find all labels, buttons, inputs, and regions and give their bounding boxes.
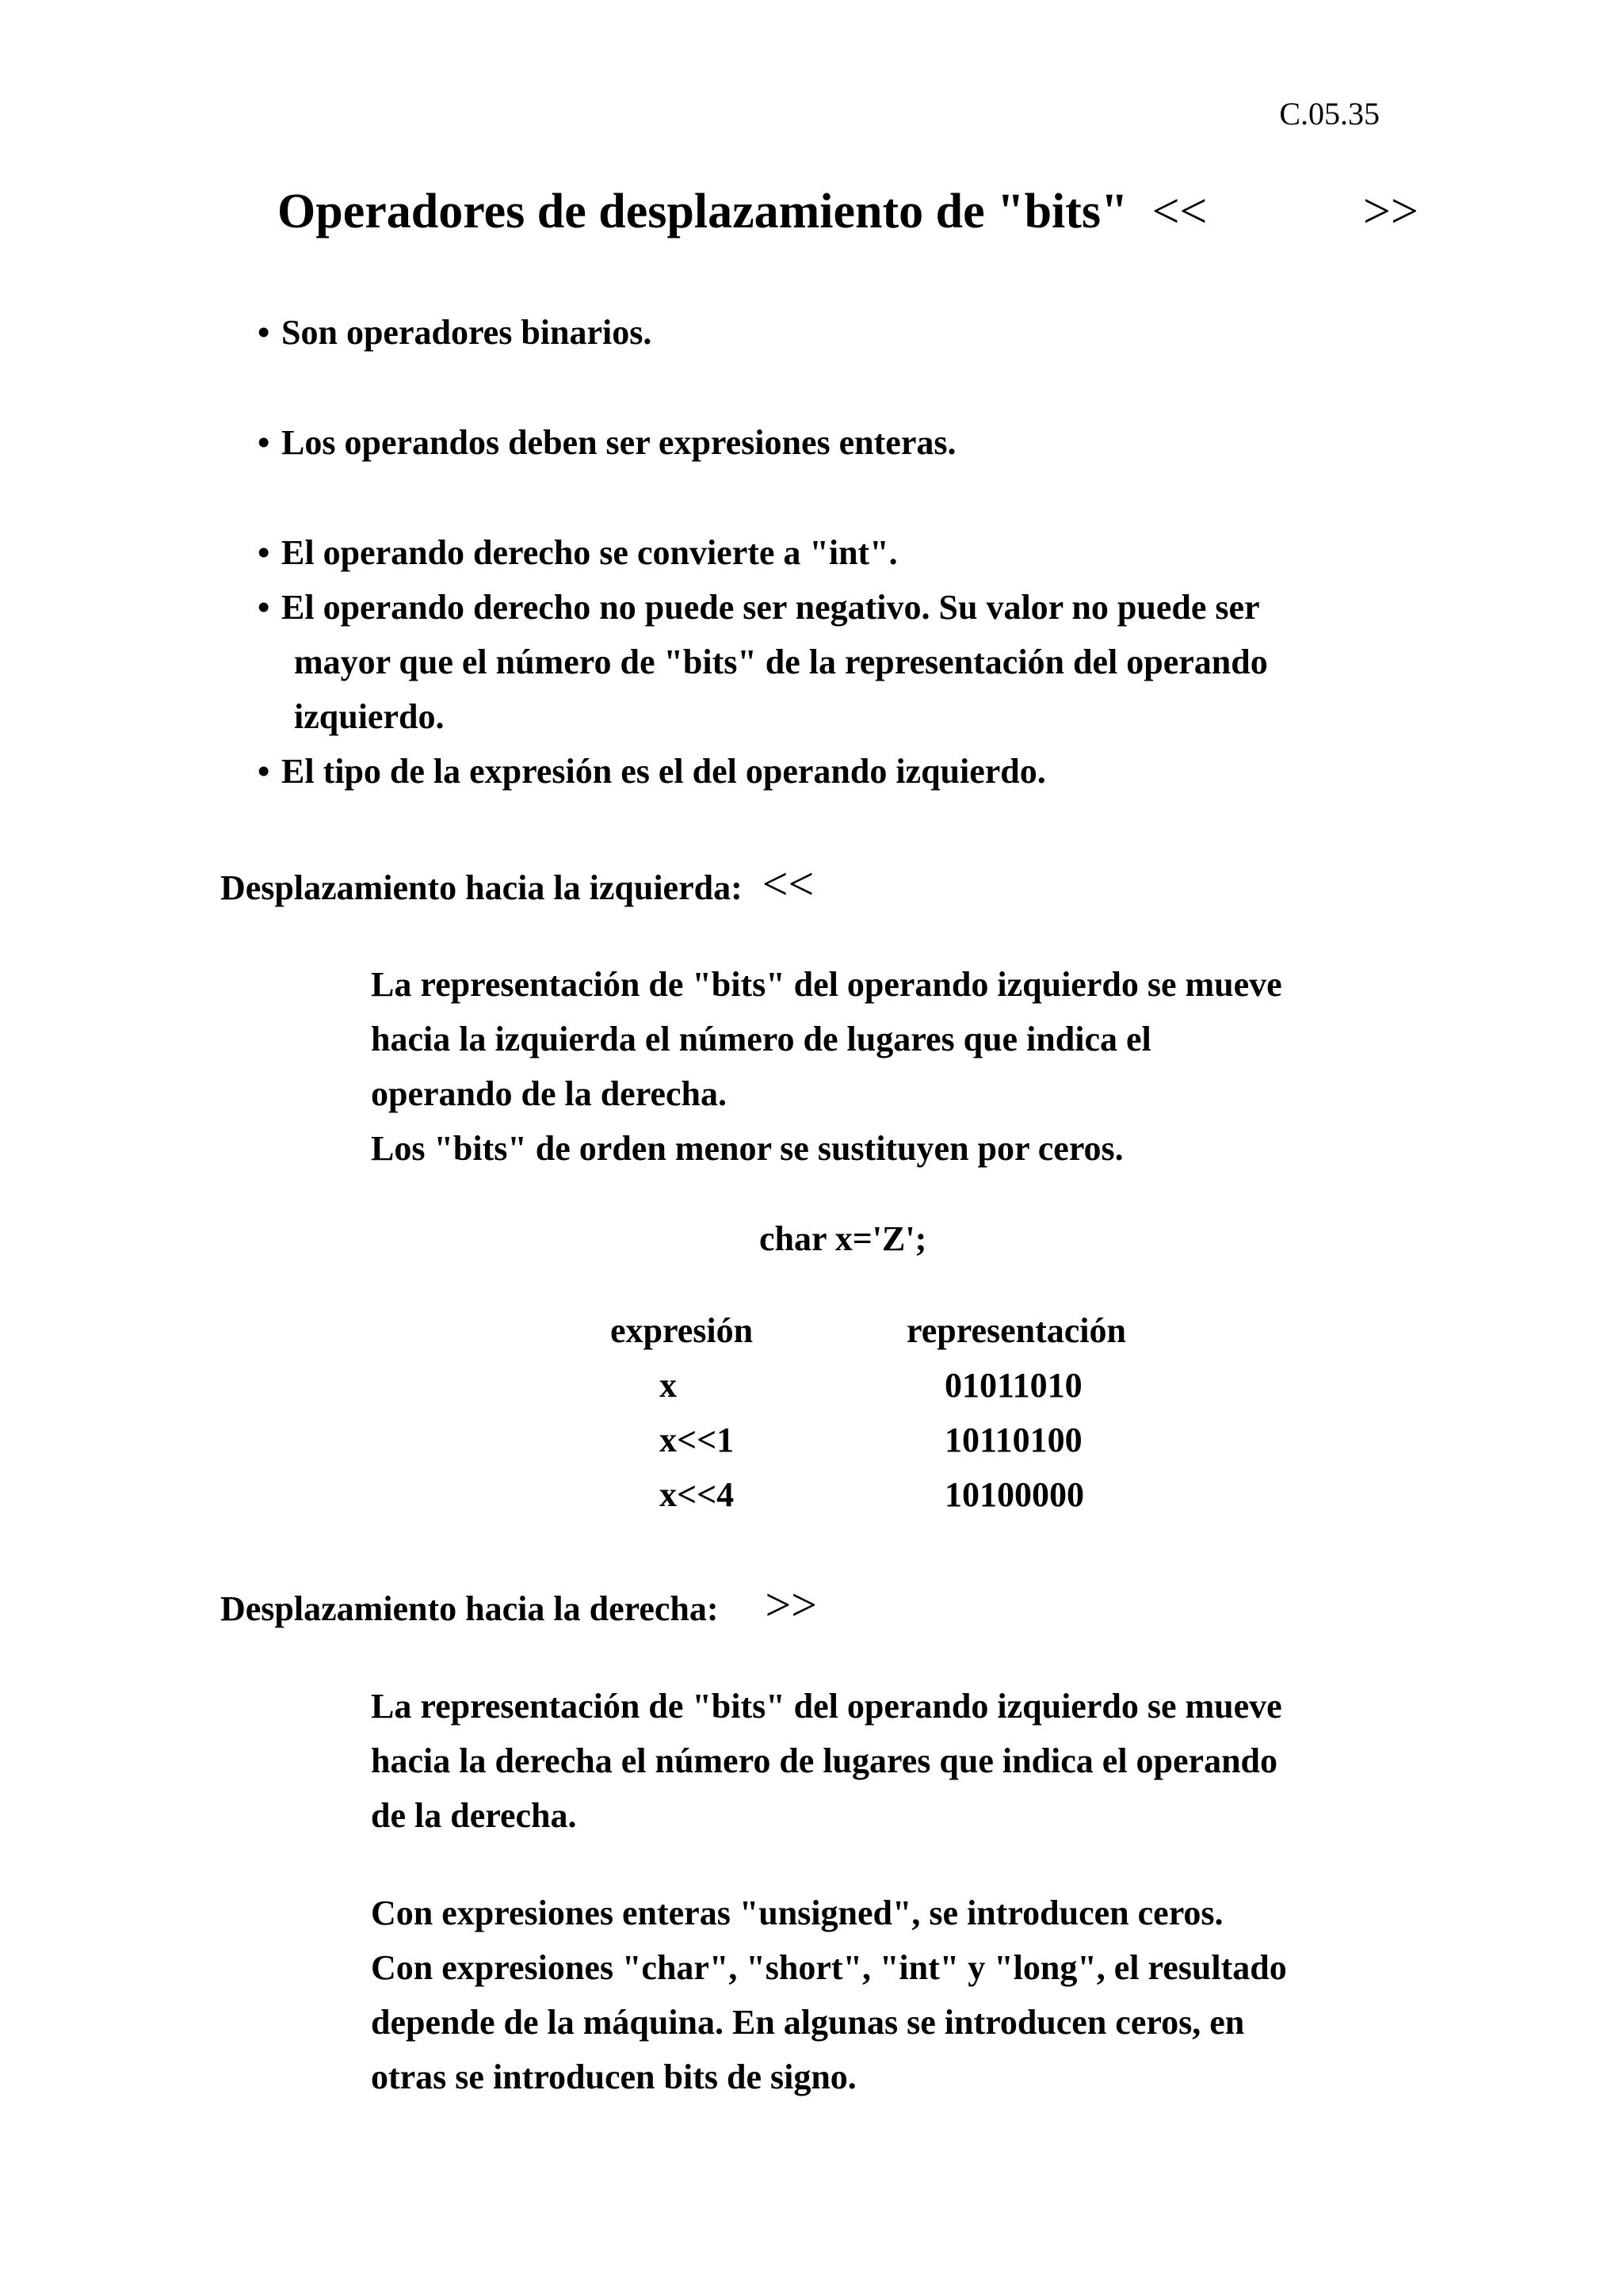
table-cell-expression: x — [659, 1366, 677, 1405]
right-shift-paragraph-2 — [371, 1886, 1382, 2104]
bullet-item — [258, 305, 1383, 360]
bullet-dot: • — [258, 752, 270, 791]
paragraph-line: operando de la derecha. — [371, 1074, 727, 1113]
table-cell-bits: 10100000 — [945, 1475, 1084, 1514]
bullet-text: El operando derecho se convierte a "int". — [281, 533, 898, 572]
paragraph-line: Con expresiones "char", "short", "int" y "long", el resultado — [371, 1948, 1287, 1987]
code-example: char x='Z'; — [759, 1219, 927, 1258]
right-shift-paragraph-1 — [371, 1679, 1382, 1843]
bullet-text-continued: izquierdo. — [294, 697, 445, 736]
right-shift-heading — [220, 1578, 817, 1631]
table-cell-expression: x<<4 — [659, 1475, 735, 1514]
paragraph-line: Los "bits" de orden menor se sustituyen por ceros. — [371, 1129, 1124, 1168]
left-shift-operator: << — [762, 858, 815, 910]
bullet-item — [258, 744, 1383, 799]
table-cell-bits: 10110100 — [945, 1421, 1083, 1459]
table-header-expresion: expresión — [610, 1311, 754, 1350]
left-shift-heading-text: Desplazamiento hacia la izquierda: — [220, 868, 743, 907]
bullet-text: Son operadores binarios. — [281, 313, 652, 352]
paragraph-line: de la derecha. — [371, 1796, 577, 1835]
table-header-representacion: representación — [907, 1311, 1126, 1350]
paragraph-line: hacia la izquierda el número de lugares que indica el — [371, 1020, 1151, 1058]
bullet-text: El tipo de la expresión es el del operando izquierdo. — [281, 752, 1046, 791]
paragraph-line: hacia la derecha el número de lugares que indica el operando — [371, 1741, 1278, 1780]
bullet-item — [258, 525, 1383, 580]
title-operators: << >> — [1151, 185, 1419, 238]
page-code: C.05.35 — [1279, 96, 1380, 132]
bullet-text-continued: mayor que el número de "bits" de la representación del operando — [294, 643, 1268, 681]
paragraph-line: otras se introducen bits de signo. — [371, 2058, 857, 2096]
bullet-dot: • — [258, 423, 270, 462]
page-title — [277, 184, 1419, 240]
bullet-dot: • — [258, 588, 270, 627]
table-cell-bits: 01011010 — [945, 1366, 1083, 1405]
paragraph-line: Con expresiones enteras "unsigned", se introducen ceros. — [371, 1894, 1224, 1932]
paragraph-line: La representación de "bits" del operando izquierdo se mueve — [371, 1687, 1282, 1726]
bullet-text: Los operandos deben ser expresiones enteras. — [281, 423, 957, 462]
right-shift-operator: >> — [765, 1579, 817, 1630]
right-shift-heading-text: Desplazamiento hacia la derecha: — [220, 1589, 719, 1628]
paragraph-line: depende de la máquina. En algunas se introducen ceros, en — [371, 2003, 1245, 2042]
left-shift-heading — [220, 857, 814, 910]
table-cell-expression: x<<1 — [659, 1421, 735, 1459]
bullet-item — [258, 580, 1383, 744]
paragraph-line: La representación de "bits" del operando izquierdo se mueve — [371, 965, 1282, 1004]
bullet-text: El operando derecho no puede ser negativo. Su valor no puede ser — [281, 588, 1260, 627]
bullet-dot: • — [258, 533, 270, 572]
left-shift-paragraph — [371, 957, 1382, 1176]
bullet-item — [258, 415, 1383, 470]
bullet-dot: • — [258, 313, 270, 352]
title-text: Operadores de desplazamiento de "bits" — [277, 185, 1128, 238]
